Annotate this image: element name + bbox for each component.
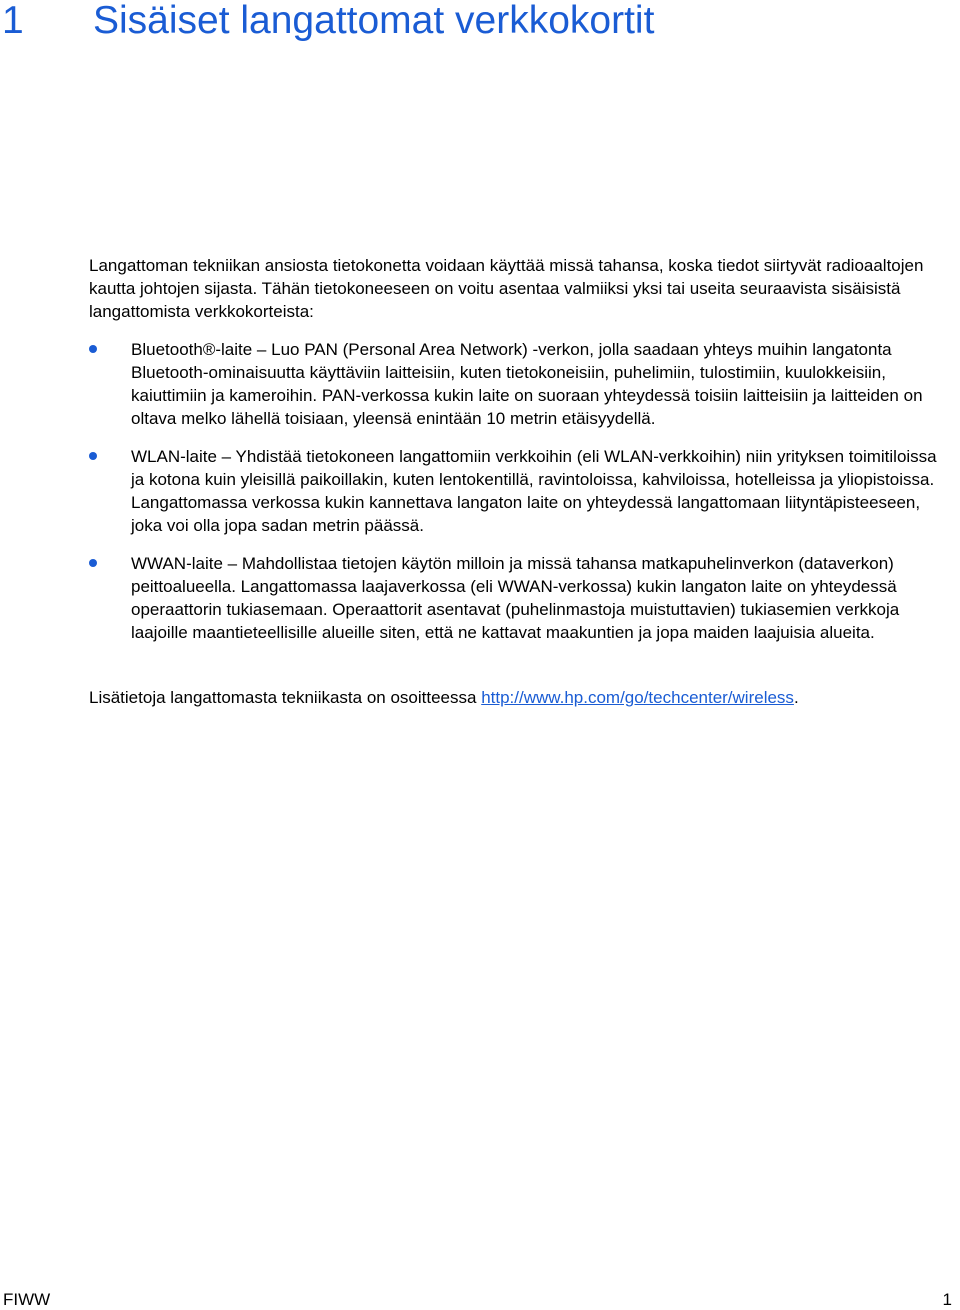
more-info-suffix: . bbox=[793, 688, 799, 707]
chapter-title bbox=[2, 0, 654, 42]
more-info-paragraph bbox=[89, 686, 929, 709]
page-number: 1 bbox=[942, 1290, 952, 1309]
wireless-device-list bbox=[89, 338, 951, 659]
bullet-icon bbox=[89, 452, 97, 460]
list-item-bluetooth bbox=[89, 338, 951, 430]
intro-paragraph: Langattoman tekniikan ansiosta tietokonetta voidaan käyttää missä tahansa, koska tiedot siirtyvät radioaaltojen kautta johtojen sijasta. Tähän tietokoneeseen on voitu asentaa valmiiksi yksi tai useita seuraavista sisäisistä langattomista verkkokorteista: bbox=[89, 256, 924, 321]
footer-language-code: FIWW bbox=[3, 1290, 51, 1309]
bullet-icon bbox=[89, 345, 97, 353]
list-item-wwan bbox=[89, 552, 951, 644]
list-item-text: WWAN-laite – Mahdollistaa tietojen käytön milloin ja missä tahansa matkapuhelinverkon (dataverkon) peittoalueella. Langattomassa laajaverkossa (eli WWAN-verkossa) kukin langaton laite on yhteydessä operaattorin tukiasemaan. Operaattorit asentavat (puhelinmastoja muistuttavien) tukiasemien verkkoja laajoille maantieteellisille alueille siten, että ne kattavat maakuntien ja jopa maiden laajuisia alueita. bbox=[131, 554, 900, 642]
list-item-wlan bbox=[89, 445, 951, 537]
chapter-number: 1 bbox=[2, 0, 24, 42]
list-item-text: Bluetooth®-laite – Luo PAN (Personal Area Network) -verkon, jolla saadaan yhteys muihin langatonta Bluetooth-ominaisuutta käyttäviin laitteisiin, kuten tietokoneisiin, puhelimiin, tulostimiin, kuulokkeisiin, kaiuttimiin ja kameroihin. PAN-verkossa kukin laite on suoraan yhteydessä toisiin laitteisiin ja laitteiden on oltava melko lähellä toisiaan, yleensä enintään 10 metrin etäisyydellä. bbox=[131, 340, 923, 428]
wireless-info-link[interactable]: http://www.hp.com/go/techcenter/wireless bbox=[481, 688, 794, 707]
more-info-prefix: Lisätietoja langattomasta tekniikasta on osoitteessa bbox=[89, 688, 482, 707]
bullet-icon bbox=[89, 559, 97, 567]
list-item-text: WLAN-laite – Yhdistää tietokoneen langattomiin verkkoihin (eli WLAN-verkkoihin) niin yrityksen toimitiloissa ja kotona kuin yleisillä paikoillakin, kuten lentokentillä, ravintoloissa, kahviloissa, hotelleissa ja yliopistoissa. Langattomassa verkossa kukin kannettava langaton laite on yhteydessä langattomaan liityntäpisteeseen, joka voi olla jopa sadan metrin päässä. bbox=[131, 447, 937, 535]
chapter-title-text: Sisäiset langattomat verkkokortit bbox=[93, 0, 655, 42]
